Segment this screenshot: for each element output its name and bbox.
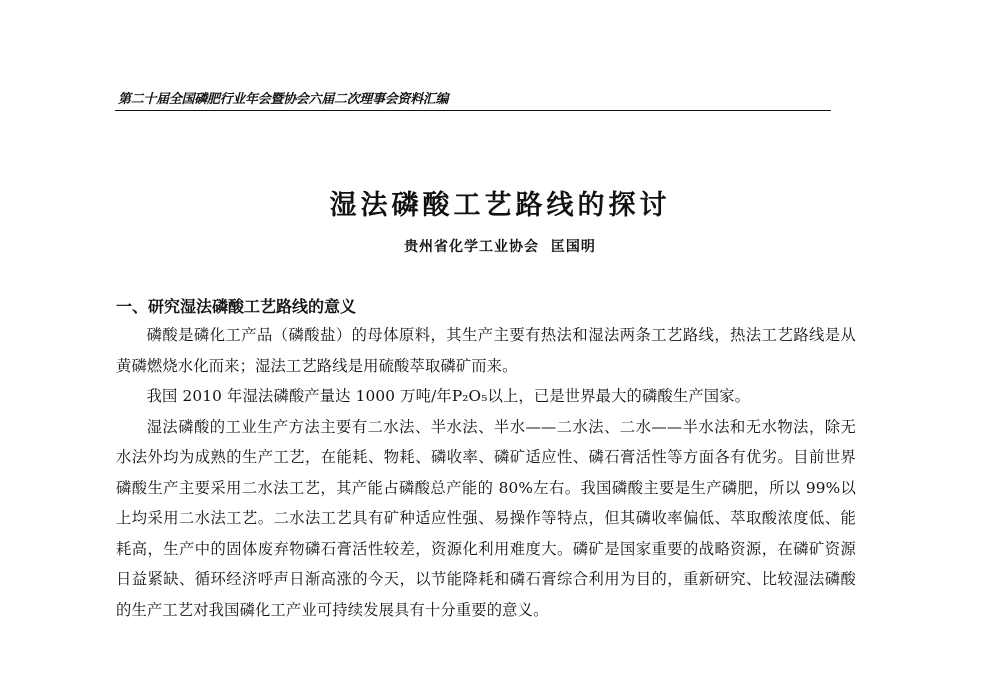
running-header: 第二十届全国磷肥行业年会暨协会六届二次理事会资料汇编 — [118, 92, 449, 107]
paragraph: 磷酸是磷化工产品（磷酸盐）的母体原料，其生产主要有热法和湿法两条工艺路线，热法工艺路线是从黄磷燃烧水化而来；湿法工艺路线是用硫酸萃取磷矿而来。 — [116, 326, 856, 375]
paragraph: 湿法磷酸的工业生产方法主要有二水法、半水法、半水——二水法、二水——半水法和无水物法，除无水法外均为成熟的生产工艺，在能耗、物耗、磷收率、磷矿适应性、磷石膏活性等方面各有优劣。目前世界磷酸生产主要采用二水法工艺，其产能占磷酸总产能的 80%左右。我国磷酸主要是生产磷肥，所以 99%以上均采用二水法工艺。二水法工艺具有矿种适应性强、易操作等特点，但其磷收率偏低、萃取酸浓度低、能耗高，生产中的固体废弃物磷石膏活性较差，资源化利用难度大。磷矿是国家重要的战略资源，在磷矿资源日益紧缺、循环经济呼声日渐高涨的今天，以节能降耗和磷石膏综合利用为目的，重新研究、比较湿法磷酸的生产工艺对我国磷化工产业可持续发展具有十分重要的意义。 — [116, 417, 856, 619]
author-byline: 贵州省化学工业协会 匡国明 — [404, 239, 596, 255]
header-rule — [115, 110, 831, 111]
paragraph: 我国 2010 年湿法磷酸产量达 1000 万吨/年P₂O₅以上，已是世界最大的磷酸生产国家。 — [146, 387, 751, 405]
section-heading: 一、研究湿法磷酸工艺路线的意义 — [116, 297, 357, 316]
article-title: 湿法磷酸工艺路线的探讨 — [329, 190, 671, 221]
section-body — [116, 320, 856, 625]
